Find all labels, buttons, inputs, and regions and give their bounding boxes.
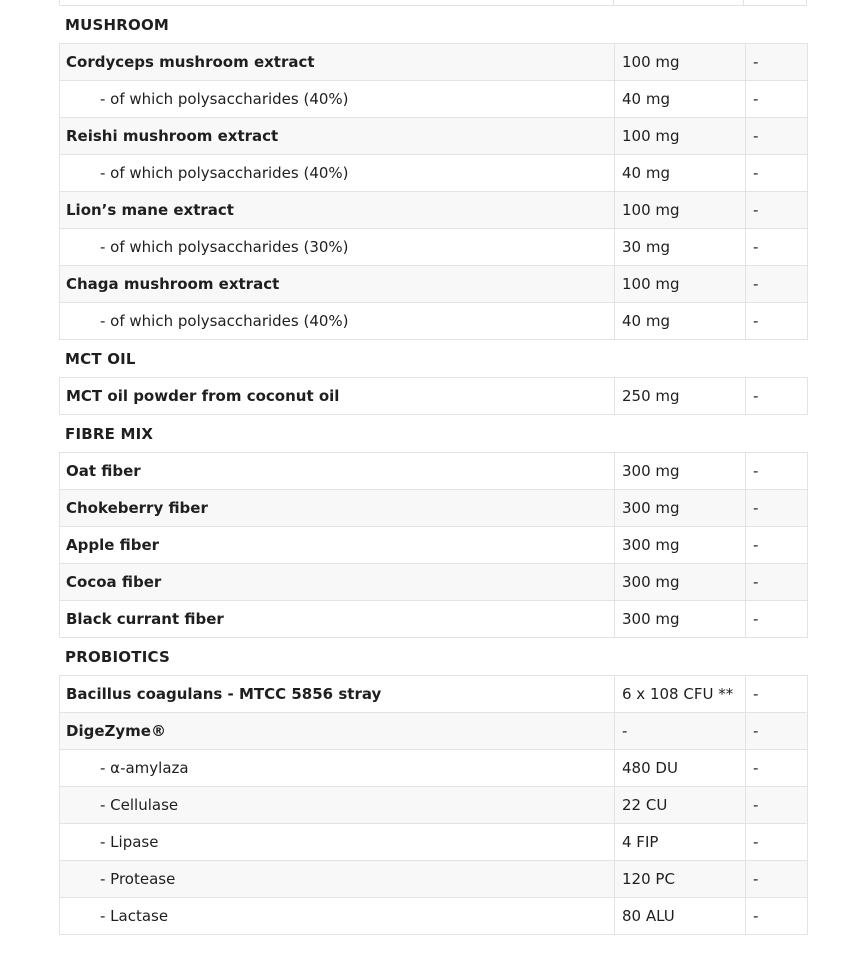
sub-ingredient-name-cell: - of which polysaccharides (40%)	[60, 155, 615, 192]
daily-value-cell: -	[746, 266, 808, 303]
section-mct-oil	[59, 340, 807, 415]
section-title: PROBIOTICS	[65, 647, 170, 666]
daily-value-cell: -	[746, 861, 808, 898]
section-title: FIBRE MIX	[65, 424, 154, 443]
daily-value-cell: -	[746, 229, 808, 266]
amount-cell: -	[615, 713, 746, 750]
daily-value-cell: -	[746, 564, 808, 601]
daily-value-cell: -	[746, 676, 808, 713]
amount-cell: 250 mg	[615, 378, 746, 415]
daily-value-cell: -	[746, 750, 808, 787]
daily-value-cell: -	[746, 898, 808, 935]
ingredient-name-cell: Lion’s mane extract	[60, 192, 615, 229]
section-probiotics	[59, 638, 807, 935]
ingredient-name-cell: DigeZyme®	[60, 713, 615, 750]
table-row	[60, 303, 808, 340]
ingredient-name-cell: Cordyceps mushroom extract	[60, 44, 615, 81]
table-row	[60, 266, 808, 303]
amount-cell: 40 mg	[615, 81, 746, 118]
sub-ingredient-name-cell: - Lactase	[60, 898, 615, 935]
sub-ingredient-name-cell: - of which polysaccharides (40%)	[60, 81, 615, 118]
table-row	[60, 713, 808, 750]
table-row	[60, 750, 808, 787]
amount-cell: 300 mg	[615, 527, 746, 564]
daily-value-cell: -	[746, 44, 808, 81]
table-row	[60, 44, 808, 81]
daily-value-cell: -	[746, 787, 808, 824]
daily-value-cell: -	[746, 824, 808, 861]
daily-value-cell: -	[746, 490, 808, 527]
ingredient-name-cell: Apple fiber	[60, 527, 615, 564]
table-row	[60, 118, 808, 155]
amount-cell: 300 mg	[615, 564, 746, 601]
daily-value-cell: -	[746, 527, 808, 564]
table-row	[60, 453, 808, 490]
amount-cell: 480 DU	[615, 750, 746, 787]
amount-cell: 30 mg	[615, 229, 746, 266]
amount-cell: 4 FIP	[615, 824, 746, 861]
sub-ingredient-name-cell: - Protease	[60, 861, 615, 898]
table-row	[60, 527, 808, 564]
amount-cell: 100 mg	[615, 266, 746, 303]
section-title: MUSHROOM	[65, 15, 170, 34]
sub-ingredient-name-cell: - α-amylaza	[60, 750, 615, 787]
section-title: MCT OIL	[65, 349, 136, 368]
daily-value-cell: -	[746, 155, 808, 192]
table-row	[60, 898, 808, 935]
table-row	[60, 155, 808, 192]
amount-cell: 300 mg	[615, 601, 746, 638]
daily-value-cell: -	[746, 81, 808, 118]
sub-ingredient-name-cell: - of which polysaccharides (40%)	[60, 303, 615, 340]
amount-cell: 120 PC	[615, 861, 746, 898]
daily-value-cell: -	[746, 713, 808, 750]
section-mushroom	[59, 6, 807, 340]
ingredient-name-cell: Black currant fiber	[60, 601, 615, 638]
ingredient-name-cell: Chokeberry fiber	[60, 490, 615, 527]
ingredient-sections	[59, 6, 807, 935]
amount-cell: 40 mg	[615, 155, 746, 192]
daily-value-cell: -	[746, 453, 808, 490]
table-row	[60, 378, 808, 415]
amount-cell: 22 CU	[615, 787, 746, 824]
table-row	[60, 824, 808, 861]
ingredient-name-cell: MCT oil powder from coconut oil	[60, 378, 615, 415]
ingredient-name-cell: Reishi mushroom extract	[60, 118, 615, 155]
amount-cell: 100 mg	[615, 44, 746, 81]
sub-ingredient-name-cell: - of which polysaccharides (30%)	[60, 229, 615, 266]
amount-cell: 100 mg	[615, 118, 746, 155]
partial-dv-cell	[744, 0, 806, 5]
amount-cell: 80 ALU	[615, 898, 746, 935]
ingredient-name-cell: Cocoa fiber	[60, 564, 615, 601]
ingredient-table	[59, 452, 808, 638]
daily-value-cell: -	[746, 303, 808, 340]
amount-cell: 100 mg	[615, 192, 746, 229]
table-row	[60, 81, 808, 118]
daily-value-cell: -	[746, 601, 808, 638]
ingredient-table	[59, 377, 808, 415]
ingredient-table	[59, 675, 808, 935]
daily-value-cell: -	[746, 378, 808, 415]
daily-value-cell: -	[746, 192, 808, 229]
amount-cell: 40 mg	[615, 303, 746, 340]
amount-cell: 300 mg	[615, 453, 746, 490]
table-row	[60, 229, 808, 266]
table-row	[60, 564, 808, 601]
daily-value-cell: -	[746, 118, 808, 155]
sub-ingredient-name-cell: - Cellulase	[60, 787, 615, 824]
supplement-facts	[59, 0, 807, 935]
table-row	[60, 861, 808, 898]
ingredient-name-cell: Oat fiber	[60, 453, 615, 490]
ingredient-table	[59, 43, 808, 340]
table-row	[60, 601, 808, 638]
ingredient-name-cell: Chaga mushroom extract	[60, 266, 615, 303]
table-row	[60, 192, 808, 229]
table-row	[60, 787, 808, 824]
table-row	[60, 676, 808, 713]
partial-amount-cell	[614, 0, 744, 5]
amount-cell: 6 x 108 CFU **	[615, 676, 746, 713]
amount-cell: 300 mg	[615, 490, 746, 527]
partial-ingredient-cell	[60, 0, 614, 5]
section-fibre-mix	[59, 415, 807, 638]
ingredient-name-cell: Bacillus coagulans - MTCC 5856 stray	[60, 676, 615, 713]
sub-ingredient-name-cell: - Lipase	[60, 824, 615, 861]
table-row	[60, 490, 808, 527]
